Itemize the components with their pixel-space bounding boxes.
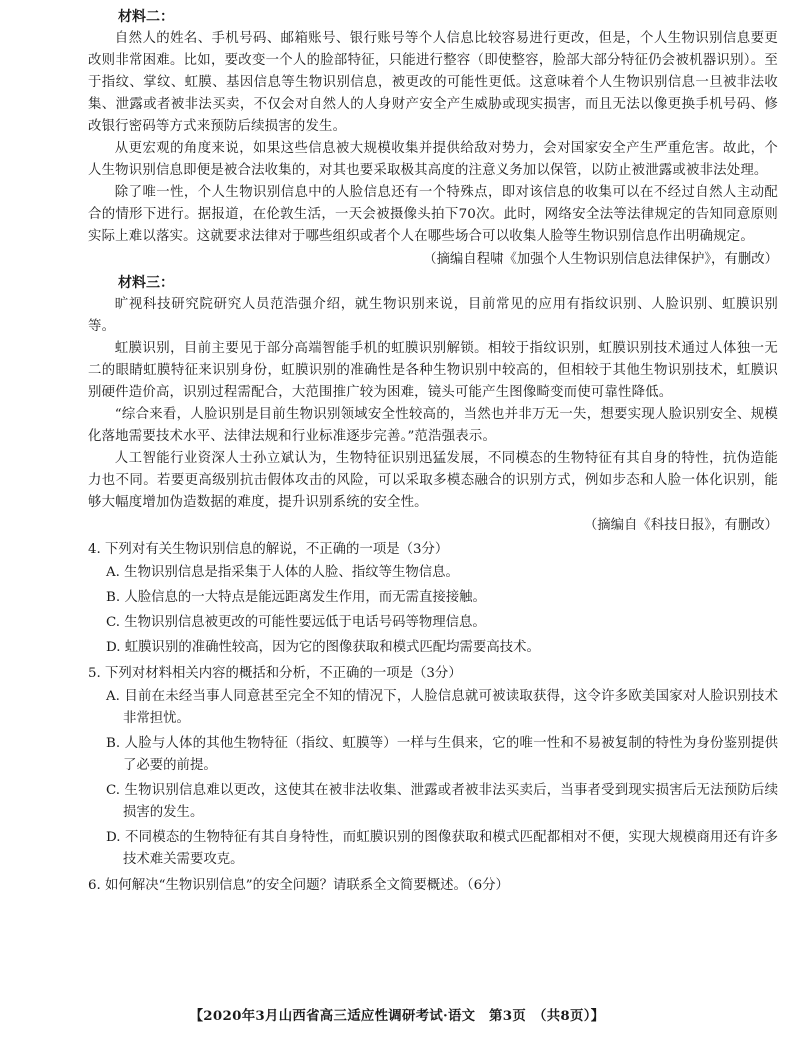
question-stem: 6. 如何解决“生物识别信息”的安全问题？请联系全文简要概述。（6分）: [88, 878, 509, 893]
question-stem: 4. 下列对有关生物识别信息的解说，不正确的一项是（3分）: [88, 542, 449, 557]
material-3-paragraph: “综合来看，人脸识别是目前生物识别领域安全性较高的，当然也并非万无一失，想要实现人脸识别安全、规模化落地需要技术水平、法律法规和行业标准逐步完善。”范浩强表示。: [88, 407, 778, 444]
material-3-paragraph: 虹膜识别，目前主要见于部分高端智能手机的虹膜识别解锁。相较于指纹识别，虹膜识别技术通过人体独一无二的眼睛虹膜特征来识别身份，虹膜识别的准确性是各种生物识别中较高的，但相较于其他生物识别技术，虹膜识别硬件造价高，识别过程需配合，大范围推广较为困难，镜头可能产生图像畸变而使可靠性降低。: [88, 341, 778, 400]
material-2-section: [88, 6, 778, 272]
page-content: [88, 6, 778, 898]
page-footer: 【2020年3月山西省高三适应性调研考试·语文 第3页 （共8页）】: [189, 1008, 605, 1024]
question-option: D. 不同模态的生物特征有其自身特性，而虹膜识别的图像获取和模式匹配都相对不便，实现大规模商用还有许多技术难关需要攻克。: [106, 830, 778, 867]
material-2-paragraph: 除了唯一性，个人生物识别信息中的人脸信息还有一个特殊点，即对该信息的收集可以在不经过自然人主动配合的情形下进行。据报道，在伦敦生活，一天会被摄像头拍下70次。此时，网络安全法等法律规定的告知同意原则实际上难以落实。这就要求法律对于哪些组织或者个人在哪些场合可以收集人脸等生物识别信息作出明确规定。: [88, 185, 778, 244]
question-4: [88, 538, 778, 659]
material-2-paragraph: 自然人的姓名、手机号码、邮箱账号、银行账号等个人信息比较容易进行更改，但是，个人生物识别信息要更改则非常困难。比如，要改变一个人的脸部特征，只能进行整容（即使整容，脸部大部分特征仍会被机器识别）。至于指纹、掌纹、虹膜、基因信息等生物识别信息，被更改的可能性更低。这意味着个人生物识别信息一旦被非法收集、泄露或者被非法买卖，不仅会对自然人的人身财产安全产生威胁或现实损害，而且无法以像更换手机号码、修改银行密码等方式来预防后续损害的发生。: [88, 31, 778, 134]
question-option: C. 生物识别信息被更改的可能性要远低于电话号码等物理信息。: [106, 615, 486, 630]
material-3-title: 材料三：: [118, 275, 174, 291]
material-2-title: 材料二：: [118, 9, 174, 25]
question-5: [88, 662, 778, 871]
question-option: D. 虹膜识别的准确性较高，因为它的图像获取和模式匹配均需要高技术。: [106, 640, 540, 655]
question-option: B. 人脸与人体的其他生物特征（指纹、虹膜等）一样与生俱来，它的唯一性和不易被复制的特性为身份鉴别提供了必要的前提。: [106, 736, 778, 773]
material-3-paragraph: 旷视科技研究院研究人员范浩强介绍，就生物识别来说，目前常见的应用有指纹识别、人脸识别、虹膜识别等。: [88, 297, 778, 334]
question-option: C. 生物识别信息难以更改，这使其在被非法收集、泄露或者被非法买卖后，当事者受到现实损害后无法预防后续损害的发生。: [106, 783, 778, 820]
question-option: B. 人脸信息的一大特点是能远距离发生作用，而无需直接接触。: [106, 590, 486, 605]
question-6: [88, 874, 778, 898]
material-2-source: （摘编自程啸《加强个人生物识别信息法律保护》，有删改）: [423, 252, 778, 267]
question-option: A. 生物识别信息是指采集于人体的人脸、指纹等生物信息。: [106, 565, 459, 580]
question-stem: 5. 下列对材料相关内容的概括和分析，不正确的一项是（3分）: [88, 666, 462, 681]
material-3-source: （摘编自《科技日报》，有删改）: [583, 518, 778, 533]
material-3-paragraph: 人工智能行业资深人士孙立斌认为，生物特征识别迅猛发展，不同模态的生物特征有其自身的特性，抗伪造能力也不同。若要更高级别抗击假体攻击的风险，可以采取多模态融合的识别方式，例如步态和人脸一体化识别，能够大幅度增加伪造数据的难度，提升识别系统的安全性。: [88, 451, 778, 510]
material-3-section: [88, 272, 778, 538]
material-2-paragraph: 从更宏观的角度来说，如果这些信息被大规模收集并提供给敌对势力，会对国家安全产生严重危害。故此，个人生物识别信息即便是被合法收集的，对其也要采取极其高度的注意义务加以保管，以防止被泄露或被非法处理。: [88, 141, 778, 178]
question-option: A. 目前在未经当事人同意甚至完全不知的情况下，人脸信息就可被读取获得，这令许多欧美国家对人脸识别技术非常担忧。: [106, 689, 778, 726]
